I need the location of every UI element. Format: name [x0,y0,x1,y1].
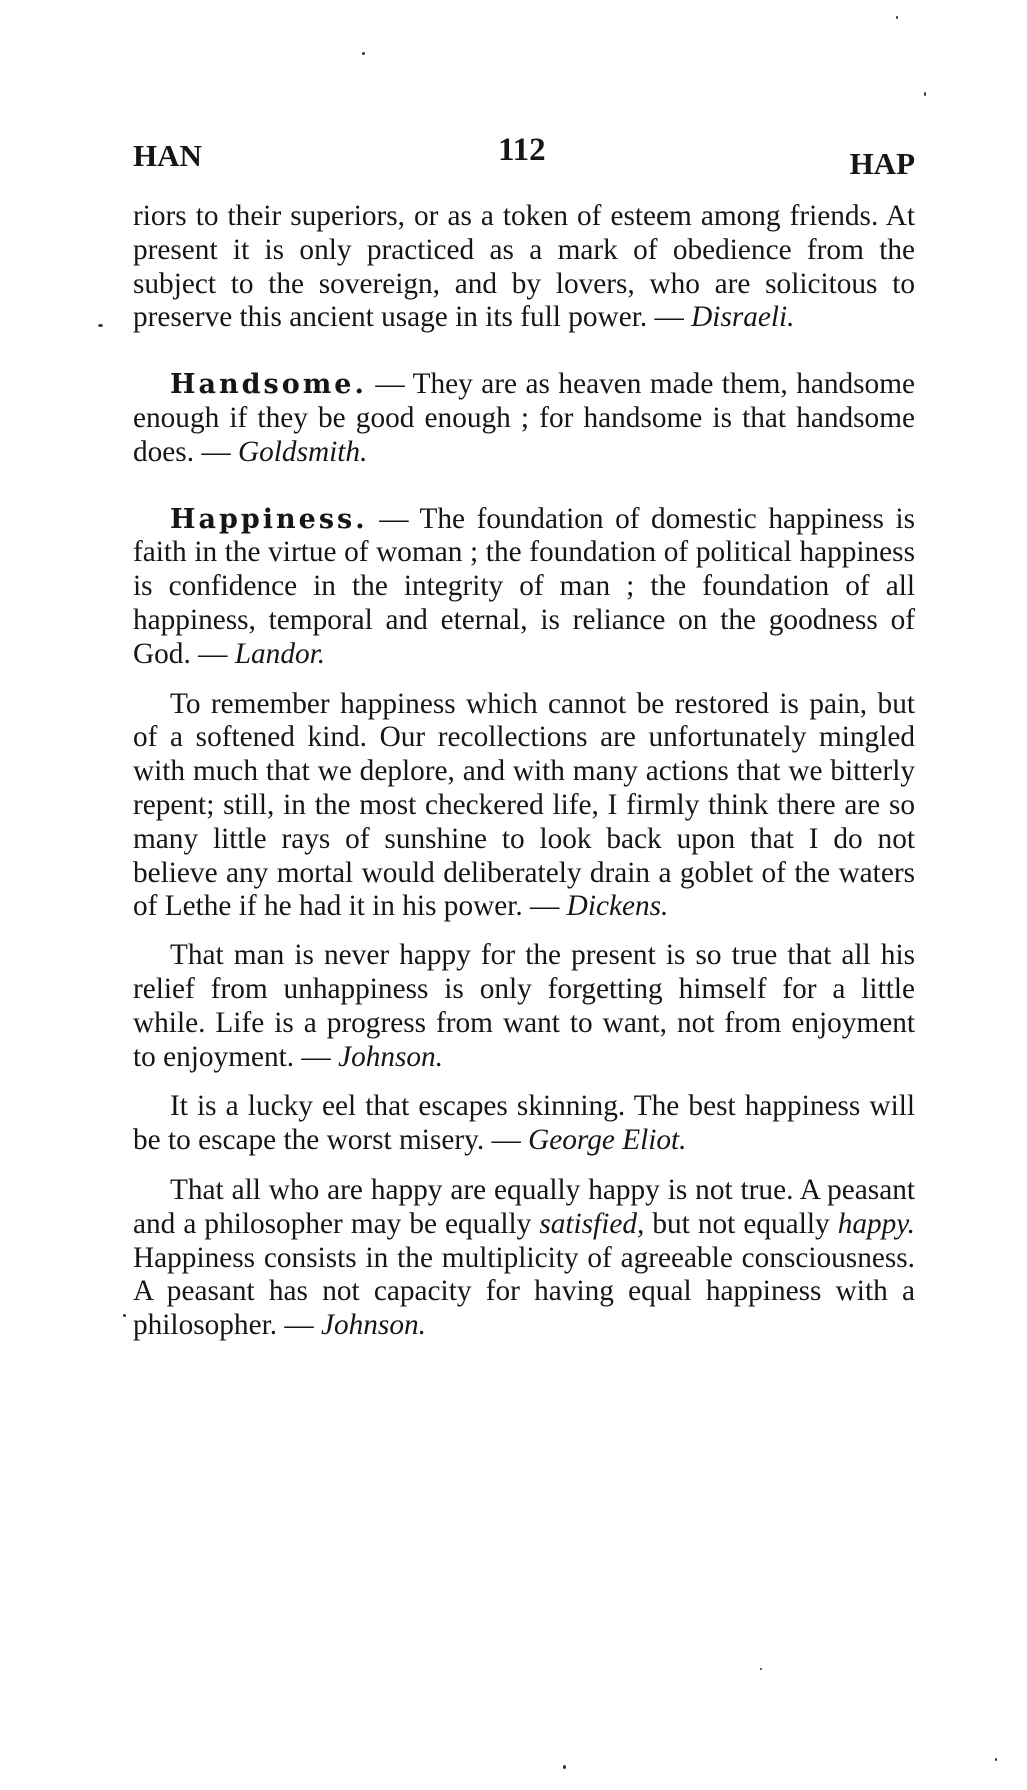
paragraph-text: To remember happiness which cannot be restored is pain, but of a softened kind. Our recollections are unfortunately mingled with much that we deplore, and with many actions that we bitterly repent; still, in the most checkered life, I firmly think there are so many little rays of sunshine to look back upon that I do not believe any mortal would deliberately drain a goblet of the waters of Lethe if he had it in his power. — [133,687,915,923]
scan-speck [995,1758,997,1761]
entry-headword: Handsome. [170,369,367,401]
entry-handsome [133,368,915,469]
entry-happiness [133,503,915,672]
author-attribution: Goldsmith. [237,435,368,468]
scan-speck [362,52,365,55]
scan-speck [760,1668,762,1670]
paragraph-text: — They are as heaven made them, handsome enough if they be good enough ; for handsome is that handsome does. — [133,368,915,468]
page-number: 112 [498,132,546,168]
emphasis-text: satisfied, [539,1207,645,1240]
author-attribution: Johnson. [338,1040,444,1073]
paragraph-johnson-1 [133,939,915,1074]
paragraph-text: riors to their superiors, or as a token of esteem among friends. At present it is only practiced as a mark of obedience from the subject to the sovereign, and by lovers, who are solicitous to preserve this ancient usage in its full power. — [133,200,915,334]
scan-speck [98,324,103,327]
paragraph-text: That man is never happy for the present is so true that all his relief from unhappiness is only forgetting himself for a little while. Life is a progress from want to want, not from enjoyment to enjoyment. — [133,939,915,1073]
author-attribution: Dickens. [566,890,669,923]
scan-speck [896,16,898,19]
scan-speck [924,92,926,96]
paragraph-text: but not equally [644,1207,838,1240]
paragraph-dickens [133,688,915,925]
author-attribution: Landor. [234,637,326,670]
paragraph-text: Happiness consists in the multiplicity of agreeable consciousness. A peasant has not capacity for having equal happiness with a philosopher. — [133,1241,915,1342]
body-text [133,200,915,1343]
paragraph-text: — The foundation of domestic happiness is faith in the virtue of woman ; the foundation of political happiness is confidence in the integrity of man ; the foundation of all happiness, temporal and eternal, is reliance on the goodness of God. — [133,502,915,670]
running-head-right: HAP [849,146,915,181]
paragraph-text: It is a lucky eel that escapes skinning. The best happiness will be to escape the worst misery. — [133,1090,915,1157]
entry-headword: Happiness. [170,503,368,535]
author-attribution: Disraeli. [691,301,795,334]
running-head [133,128,915,181]
author-attribution: George Eliot. [528,1124,687,1157]
running-head-left: HAN [133,138,202,173]
author-attribution: Johnson. [320,1309,426,1342]
paragraph-eliot [133,1090,915,1158]
emphasis-text: happy. [837,1207,915,1240]
scan-speck [563,1765,566,1769]
paragraph-text: That all who are happy are equally happy is not true. A peasant and a philosopher may be equally [133,1173,915,1240]
scan-speck [123,1314,126,1317]
paragraph-johnson-2 [133,1174,915,1343]
paragraph-disraeli [133,200,915,335]
